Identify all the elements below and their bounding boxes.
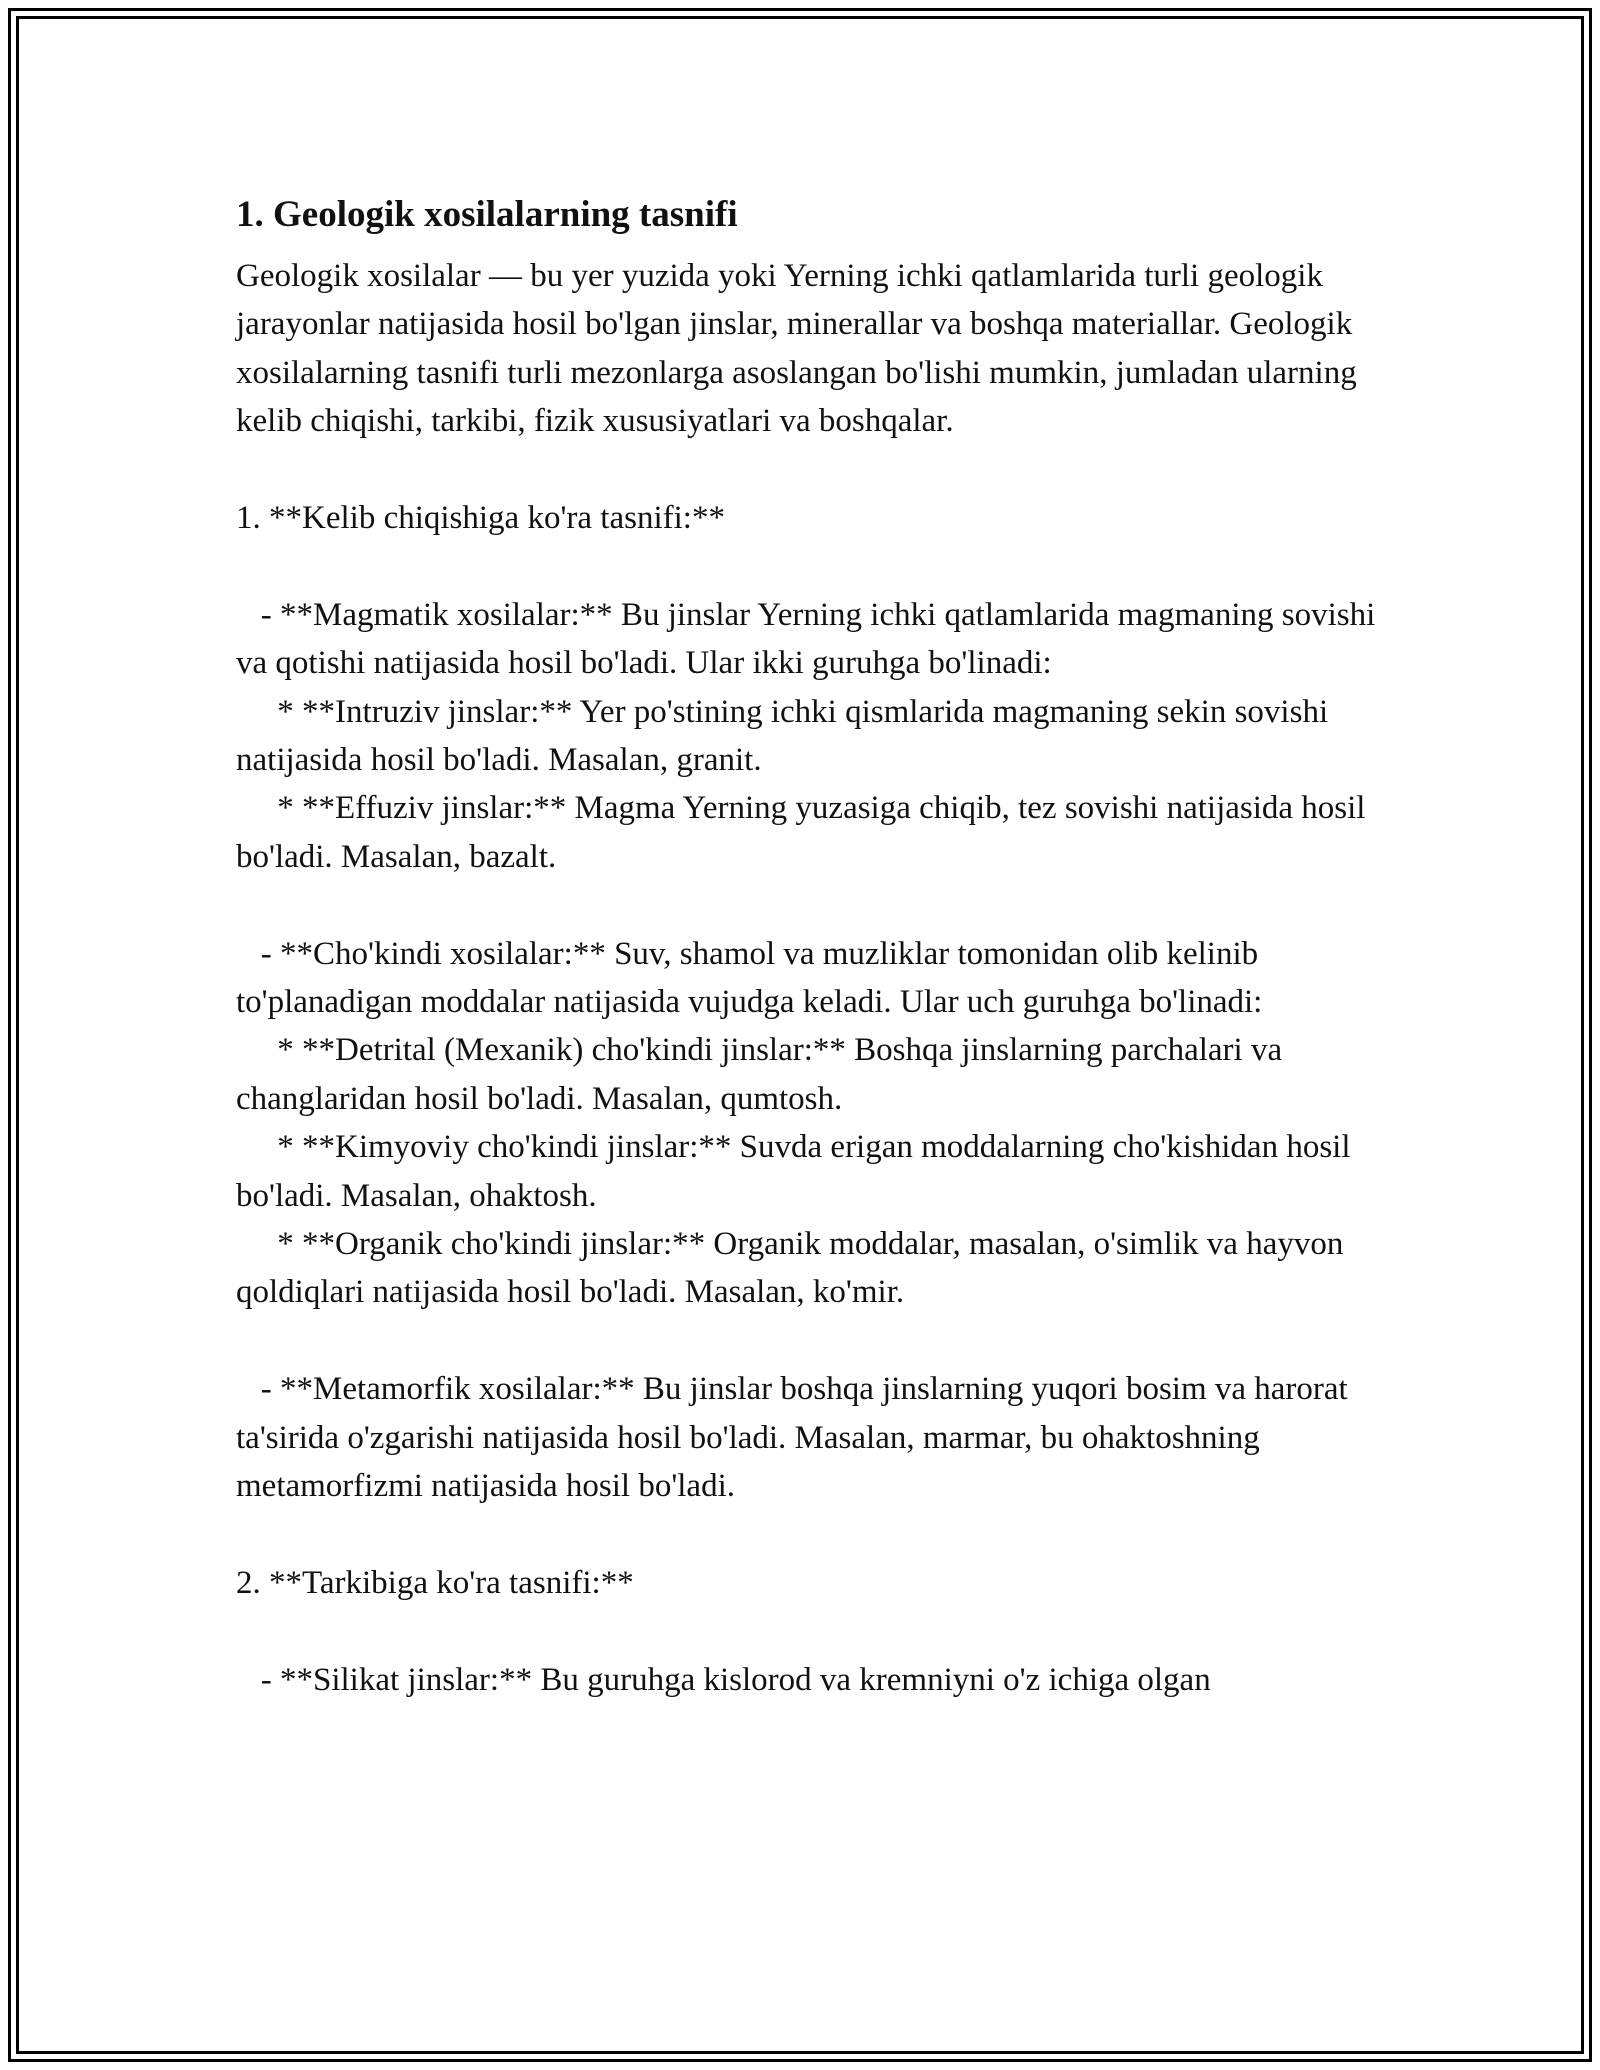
blank-line	[236, 1511, 1376, 1559]
organik-item: * **Organik cho'kindi jinslar:** Organik moddalar, masalan, o'simlik va hayvon qoldiqlari natijasida hosil bo'ladi. Masalan, ko'mir.	[236, 1226, 1352, 1311]
silikat-item: - **Silikat jinslar:** Bu guruhga kislorod va kremniyni o'z ichiga olgan	[236, 1661, 1211, 1698]
effuziv-item: * **Effuziv jinslar:** Magma Yerning yuzasiga chiqib, tez sovishi natijasida hosil bo'ladi. Masalan, bazalt.	[236, 790, 1374, 875]
magmatik-item: - **Magmatik xosilalar:** Bu jinslar Yerning ichki qatlamlarida magmaning sovishi va qotishi natijasida hosil bo'ladi. Ular ikki guruhga bo'linadi:	[236, 596, 1384, 682]
document-body	[236, 180, 1384, 1704]
blank-line	[236, 542, 1376, 590]
blank-line	[236, 1317, 1376, 1365]
blank-line	[236, 1607, 1376, 1655]
metamorfik-item: - **Metamorfik xosilalar:** Bu jinslar boshqa jinslarning yuqori bosim va harorat ta'sirida o'zgarishi natijasida hosil bo'ladi. Masalan, marmar, bu ohaktoshning metamorfizmi natijasida hosil bo'ladi.	[236, 1371, 1356, 1505]
classification-origin-title: 1. **Kelib chiqishiga ko'ra tasnifi:**	[236, 500, 725, 537]
detrital-item: * **Detrital (Mexanik) cho'kindi jinslar:** Boshqa jinslarning parchalari va changlaridan hosil bo'ladi. Masalan, qumtosh.	[236, 1032, 1291, 1117]
section-heading: 1. Geologik xosilalarning tasnifi	[236, 194, 738, 235]
blank-line	[236, 881, 1376, 929]
kimyoviy-item: * **Kimyoviy cho'kindi jinslar:** Suvda erigan moddalarning cho'kishidan hosil bo'ladi. Masalan, ohaktosh.	[236, 1129, 1359, 1214]
chokindi-item: - **Cho'kindi xosilalar:** Suv, shamol va muzliklar tomonidan olib kelinib to'planadigan moddalar natijasida vujudga keladi. Ular uch guruhga bo'linadi:	[236, 935, 1267, 1021]
blank-line	[236, 446, 1376, 494]
intro-paragraph: Geologik xosilalar — bu yer yuzida yoki Yerning ichki qatlamlarida turli geologik jarayonlar natijasida hosil bo'lgan jinslar, minerallar va boshqa materiallar. Geologik xosilalarning tasnifi turli mezonlarga asoslangan bo'lishi mumkin, jumladan ularning kelib chiqishi, tarkibi, fizik xususiyatlari va boshqalar.	[236, 258, 1365, 440]
classification-composition-title: 2. **Tarkibiga ko'ra tasnifi:**	[236, 1564, 634, 1601]
intruziv-item: * **Intruziv jinslar:** Yer po'stining ichki qismlarida magmaning sekin sovishi natijasida hosil bo'ladi. Masalan, granit.	[236, 693, 1337, 779]
